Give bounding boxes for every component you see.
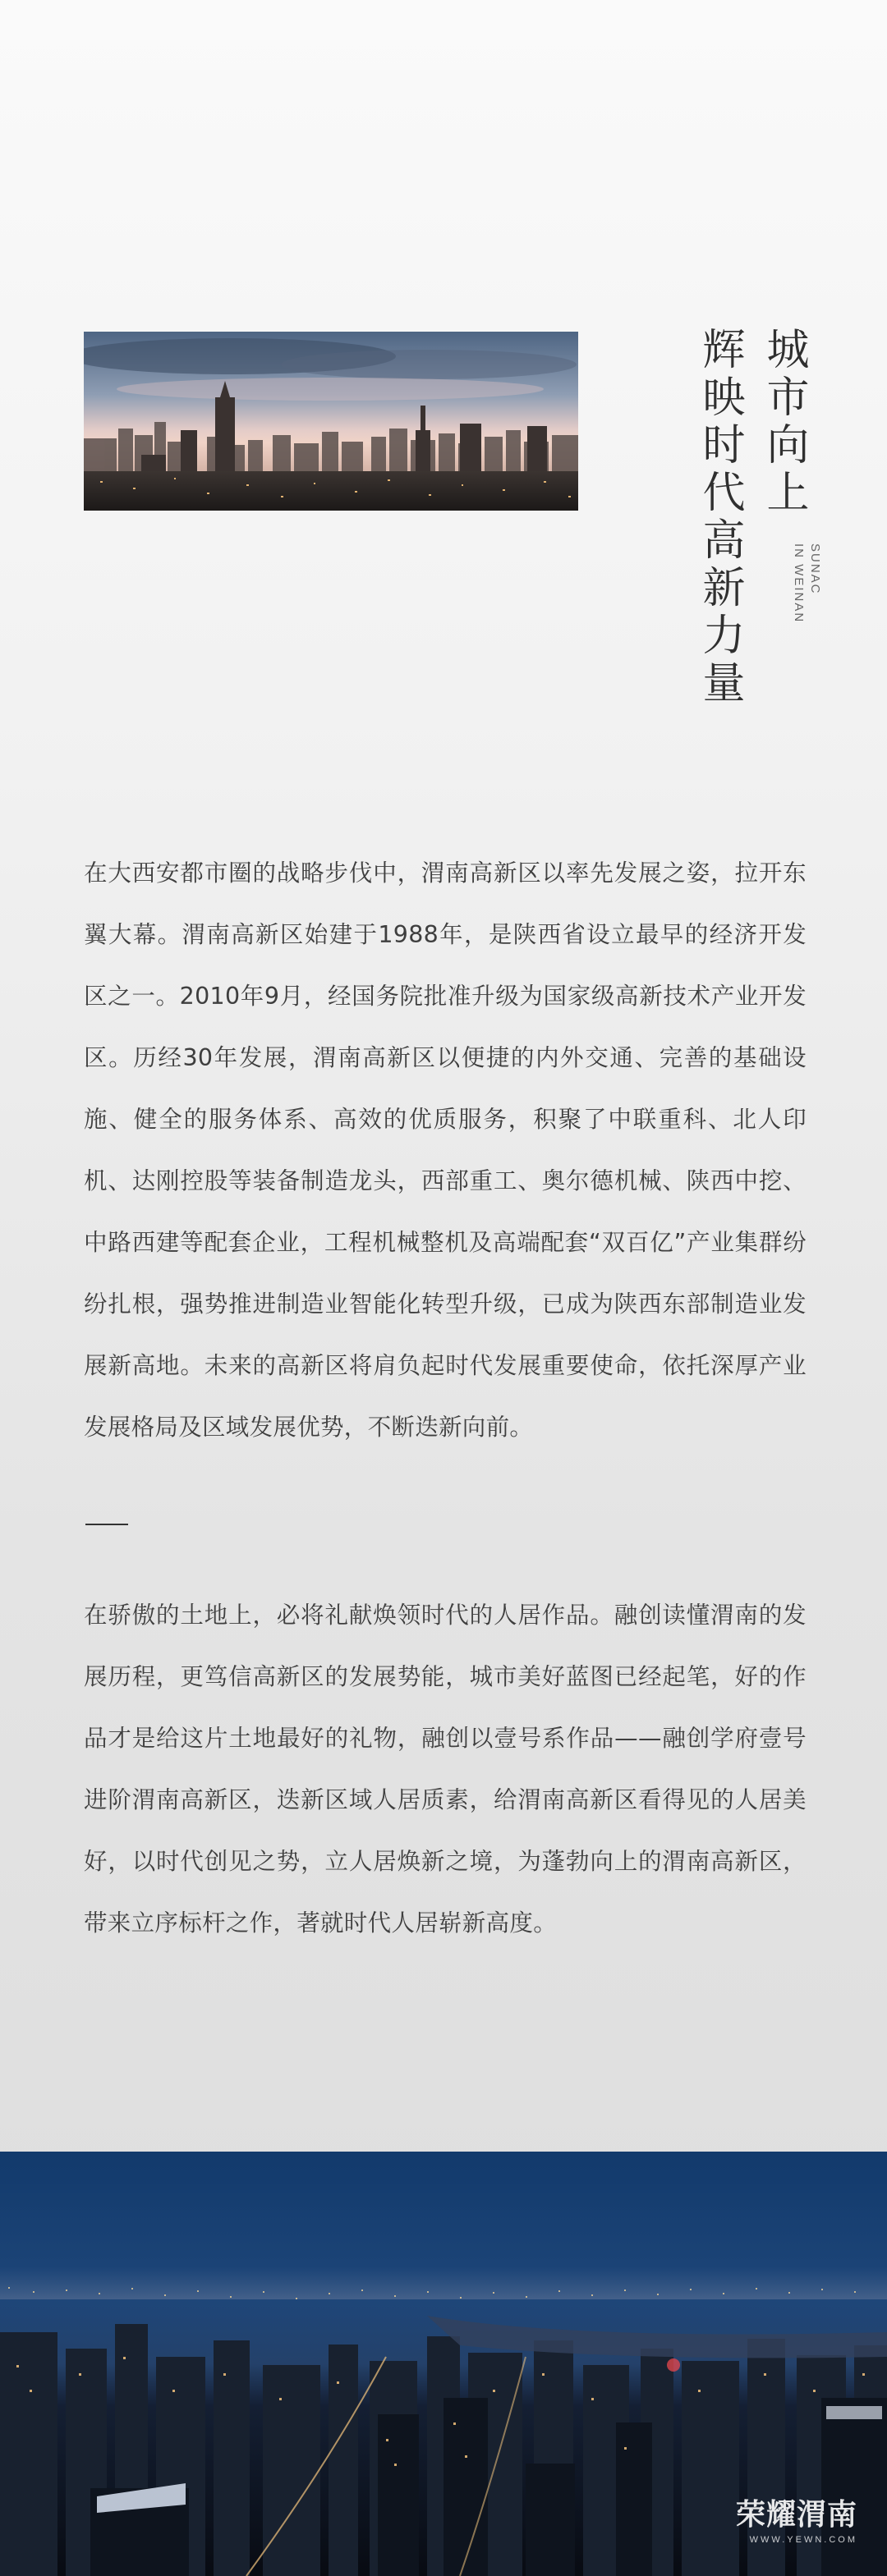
section-divider — [85, 1524, 128, 1525]
site-watermark — [736, 2491, 857, 2545]
brand-english-label: SUNAC IN WEINAN — [792, 543, 822, 624]
article-paragraph-1: 在大西安都市圈的战略步伐中，渭南高新区以率先发展之姿，拉开东翼大幕。渭南高新区始建于1988年，是陕西省设立最早的经济开发区之一。2010年9月，经国务院批准升级为国家级高新技术产业开发区。历经30年发展，渭南高新区以便捷的内外交通、完善的基础设施、健全的服务体系、高效的优质服务，积聚了中联重科、北人印机、达刚控股等装备制造龙头，西部重工、奥尔德机械、陕西中挖、中路西建等配套企业，工程机械整机及高端配套“双百亿”产业集群纷纷扎根，强势推进制造业智能化转型升级，已成为陕西东部制造业发展新高地。未来的高新区将肩负起时代发展重要使命，依托深厚产业发展格局及区域发展优势，不断迭新向前。 — [84, 859, 807, 1441]
title-line-1: 城市向上 — [759, 327, 808, 517]
night-city-photo — [0, 2152, 887, 2576]
article-paragraph-2: 在骄傲的土地上，必将礼献焕领时代的人居作品。融创读懂渭南的发展历程，更笃信高新区的发展势能，城市美好蓝图已经起笔，好的作品才是给这片土地最好的礼物，融创以壹号系作品——融创学府壹号进阶渭南高新区，迭新区域人居质素，给渭南高新区看得见的人居美好，以时代创见之势，立人居焕新之境，为蓬勃向上的渭南高新区，带来立序标杆之作，著就时代人居崭新高度。 — [84, 1602, 807, 1937]
watermark-url: WWW.YEWN.COM — [749, 2535, 857, 2545]
title-line-2: 辉映时代高新力量 — [695, 327, 744, 708]
watermark-main-text: 荣耀渭南 — [735, 2498, 857, 2532]
city-skyline-photo — [84, 332, 578, 511]
